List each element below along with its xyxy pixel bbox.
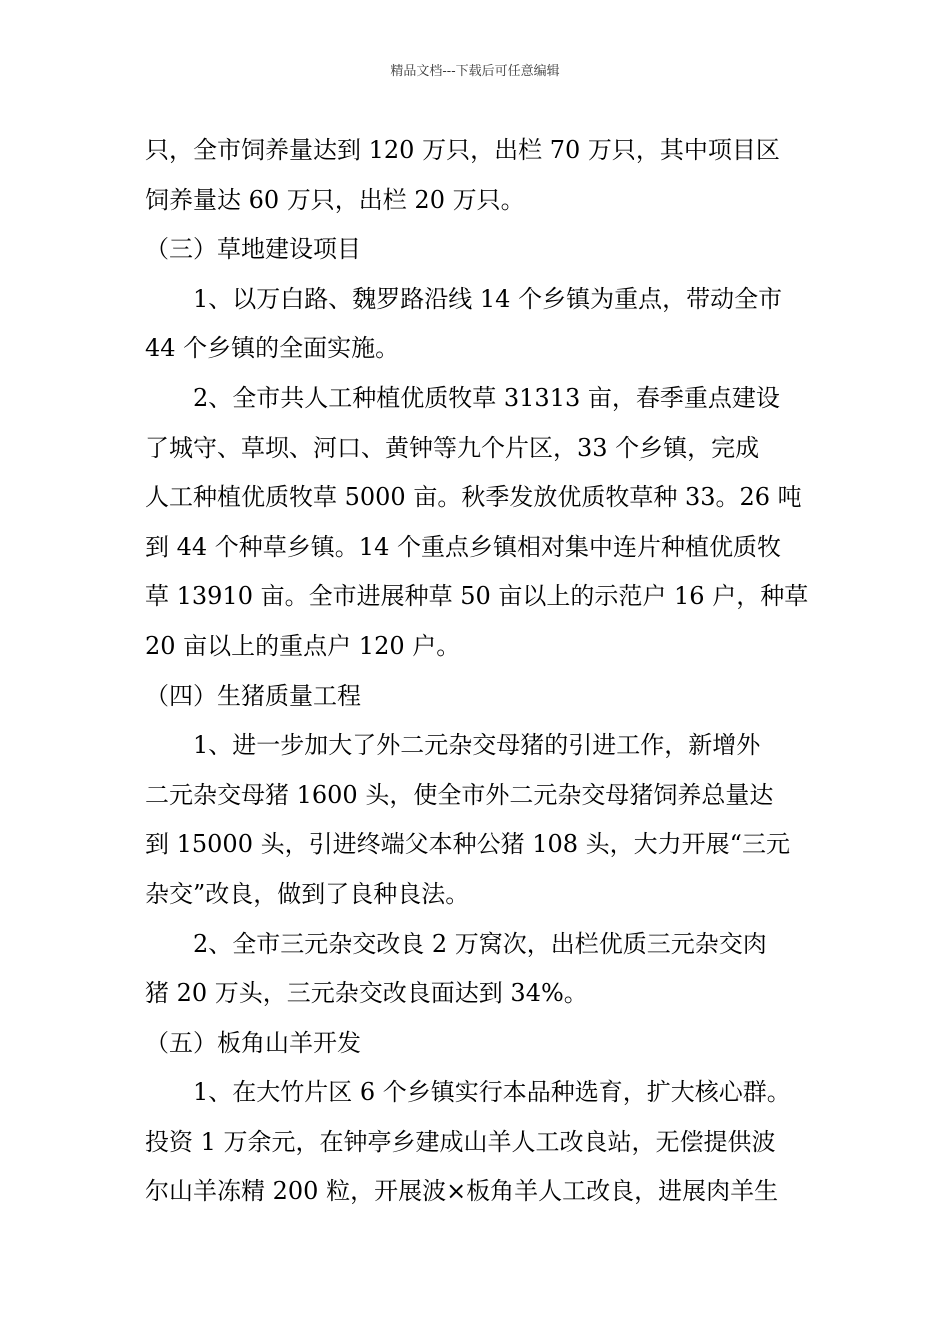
text-line: 1、进一步加大了外二元杂交母猪的引进工作，新增外 bbox=[193, 731, 761, 760]
text-line: 尔山羊冻精 200 粒，开展波×板角羊人工改良，进展肉羊生 bbox=[145, 1177, 779, 1206]
text-line: 到 44 个种草乡镇。14 个重点乡镇相对集中连片种植优质牧 bbox=[145, 532, 781, 561]
section-heading-3: （三）草地建设项目 bbox=[145, 235, 361, 264]
document-body bbox=[145, 126, 813, 1217]
text-line: 2、全市共人工种植优质牧草 31313 亩，春季重点建设 bbox=[193, 383, 780, 412]
text-line: 1、在大竹片区 6 个乡镇实行本品种选育，扩大核心群。 bbox=[193, 1078, 791, 1107]
text-line: 2、全市三元杂交改良 2 万窝次，出栏优质三元杂交肉 bbox=[193, 929, 767, 958]
text-line: 1、以万白路、魏罗路沿线 14 个乡镇为重点，带动全市 bbox=[193, 284, 783, 313]
text-line: 投资 1 万余元，在钟亭乡建成山羊人工改良站，无偿提供波 bbox=[145, 1127, 776, 1156]
text-line: 了城守、草坝、河口、黄钟等九个片区，33 个乡镇，完成 bbox=[145, 433, 760, 462]
section-heading-5: （五）板角山羊开发 bbox=[145, 1028, 361, 1057]
text-line: 杂交”改良，做到了良种良法。 bbox=[145, 879, 470, 908]
text-line: 猪 20 万头，三元杂交改良面达到 34%。 bbox=[145, 979, 588, 1008]
text-line: 饲养量达 60 万只，出栏 20 万只。 bbox=[145, 185, 525, 214]
text-line: 到 15000 头，引进终端父本种公猪 108 头，大力开展“三元 bbox=[145, 830, 790, 859]
text-line: 二元杂交母猪 1600 头，使全市外二元杂交母猪饲养总量达 bbox=[145, 780, 774, 809]
text-line: 只，全市饲养量达到 120 万只，出栏 70 万只，其中项目区 bbox=[145, 136, 780, 164]
text-line: 20 亩以上的重点户 120 户。 bbox=[145, 631, 461, 660]
text-line: 草 13910 亩。全市进展种草 50 亩以上的示范户 16 户，种草 bbox=[145, 582, 809, 611]
page-header: 精品文档---下载后可任意编辑 bbox=[390, 64, 560, 79]
text-line: 人工种植优质牧草 5000 亩。秋季发放优质牧草种 33。26 吨 bbox=[145, 483, 802, 512]
section-heading-4: （四）生猪质量工程 bbox=[145, 681, 361, 710]
text-line: 44 个乡镇的全面实施。 bbox=[145, 334, 400, 363]
